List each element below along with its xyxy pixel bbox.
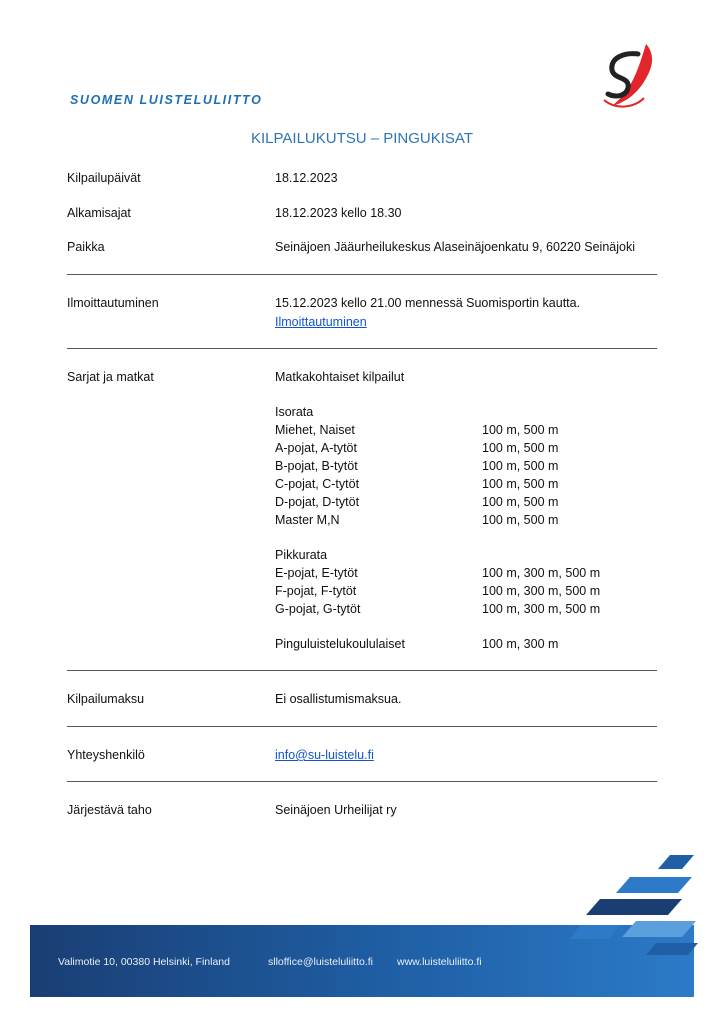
series-distances: 100 m, 500 m <box>482 513 559 527</box>
organization-name: SUOMEN LUISTELULIITTO <box>70 93 263 107</box>
series-class: Pinguluistelukoululaiset <box>275 637 405 651</box>
contact-label: Yhteyshenkilö <box>67 748 145 762</box>
footer-email: slloffice@luisteluliitto.fi <box>268 956 374 968</box>
decorative-stripes <box>560 855 700 965</box>
series-label: Sarjat ja matkat <box>67 370 154 384</box>
divider <box>67 348 657 349</box>
series-class: A-pojat, A-tytöt <box>275 441 357 455</box>
start-time-value: 18.12.2023 kello 18.30 <box>275 206 402 220</box>
contact-email-link[interactable]: info@su-luistelu.fi <box>275 748 374 762</box>
series-distances: 100 m, 300 m, 500 m <box>482 566 601 580</box>
group-heading: Pikkurata <box>275 548 328 562</box>
series-distances: 100 m, 500 m <box>482 441 559 455</box>
place-value: Seinäjoen Jääurheilukeskus Alaseinäjoenkatu 9, 60220 Seinäjoki <box>275 240 635 254</box>
registration-value: 15.12.2023 kello 21.00 mennessä Suomisportin kautta. <box>275 296 581 310</box>
registration-link[interactable]: Ilmoittautuminen <box>275 315 367 329</box>
series-distances: 100 m, 300 m, 500 m <box>482 602 601 616</box>
dates-label: Kilpailupäivät <box>67 171 141 185</box>
series-distances: 100 m, 500 m <box>482 459 559 473</box>
organizer-label: Järjestävä taho <box>67 803 152 817</box>
series-distances: 100 m, 300 m <box>482 637 559 651</box>
fee-label: Kilpailumaksu <box>67 692 145 706</box>
document-title: KILPAILUKUTSU – PINGUKISAT <box>250 130 473 147</box>
series-class: Master M,N <box>275 513 340 527</box>
series-class: E-pojat, E-tytöt <box>275 566 358 580</box>
footer-address: Valimotie 10, 00380 Helsinki, Finland <box>58 956 230 968</box>
divider <box>67 781 657 782</box>
series-class: D-pojat, D-tytöt <box>275 495 360 509</box>
series-class: Miehet, Naiset <box>275 423 355 437</box>
series-distances: 100 m, 500 m <box>482 477 559 491</box>
series-distances: 100 m, 300 m, 500 m <box>482 584 601 598</box>
federation-logo <box>598 40 658 112</box>
place-label: Paikka <box>67 240 105 254</box>
series-class: B-pojat, B-tytöt <box>275 459 358 473</box>
footer-website: www.luisteluliitto.fi <box>397 956 482 968</box>
registration-label: Ilmoittautuminen <box>67 296 159 310</box>
series-class: C-pojat, C-tytöt <box>275 477 360 491</box>
start-time-label: Alkamisajat <box>67 206 131 220</box>
organizer-value: Seinäjoen Urheilijat ry <box>275 803 397 817</box>
divider <box>67 274 657 275</box>
series-class: F-pojat, F-tytöt <box>275 584 357 598</box>
series-distances: 100 m, 500 m <box>482 423 559 437</box>
group-heading: Isorata <box>275 405 314 419</box>
divider <box>67 670 657 671</box>
fee-value: Ei osallistumismaksua. <box>275 692 402 706</box>
series-class: G-pojat, G-tytöt <box>275 602 361 616</box>
series-distances: 100 m, 500 m <box>482 495 559 509</box>
divider <box>67 726 657 727</box>
dates-value: 18.12.2023 <box>275 171 338 185</box>
series-intro: Matkakohtaiset kilpailut <box>275 370 405 384</box>
